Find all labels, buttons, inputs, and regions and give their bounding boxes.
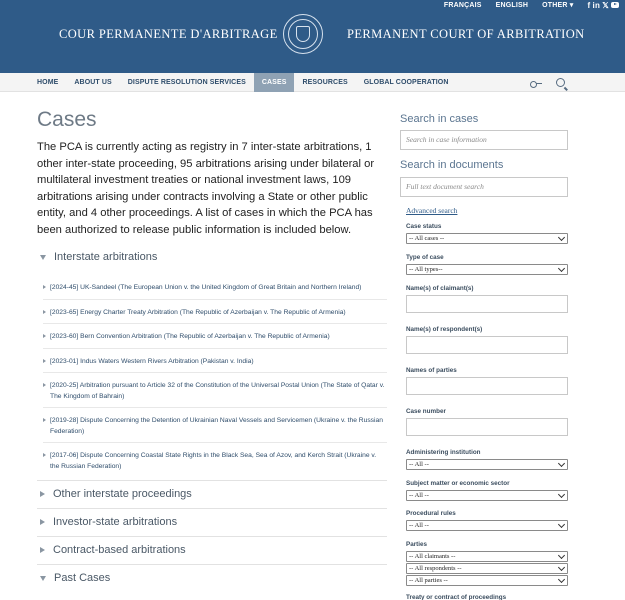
- type-of-case-label: Type of case: [406, 254, 444, 261]
- section-title: Past Cases: [54, 572, 111, 584]
- procedural-rules-label: Procedural rules: [406, 510, 456, 517]
- administering-label: Administering institution: [406, 449, 481, 456]
- select-value: -- All --: [409, 492, 429, 499]
- search-documents-heading: Search in documents: [400, 159, 504, 171]
- case-status-label: Case status: [406, 223, 442, 230]
- section-divider: [37, 480, 387, 481]
- nav-icons: [530, 76, 565, 87]
- section-past-cases[interactable]: [40, 572, 110, 584]
- section-title: Interstate arbitrations: [54, 251, 158, 263]
- section-investor-state[interactable]: [40, 516, 177, 528]
- chevron-down-icon: [558, 265, 565, 272]
- case-item[interactable]: [43, 305, 387, 325]
- lang-french-link[interactable]: FRANÇAIS: [443, 1, 482, 9]
- linkedin-icon[interactable]: in: [592, 0, 601, 10]
- search-icon[interactable]: [556, 78, 565, 87]
- intro-paragraph: The PCA is currently acting as registry in 7 inter-state arbitrations, 1 other inter-state proceeding, 95 arbitrations arising under bilateral or multilateral investment treaties or national investment laws, 109 arbitrations arising under contracts involving a State or other public entity, and 4 other proceedings. A list of cases in which the PCA has been authorized to release public information is included below.: [37, 141, 375, 236]
- case-item[interactable]: [43, 378, 387, 408]
- subject-matter-select[interactable]: [406, 490, 568, 501]
- page-title: Cases: [37, 108, 97, 131]
- caret-down-icon: [40, 255, 46, 260]
- parties-label: Parties: [406, 541, 428, 548]
- lang-english-link[interactable]: ENGLISH: [495, 1, 529, 9]
- section-divider: [37, 508, 387, 509]
- nav-resources[interactable]: RESOURCES: [302, 79, 348, 86]
- case-item[interactable]: [43, 448, 387, 477]
- nav-items: [29, 73, 457, 92]
- lang-other-dropdown[interactable]: OTHER ▾: [542, 2, 574, 9]
- section-divider: [37, 536, 387, 537]
- interstate-case-list: [43, 280, 387, 477]
- section-title: Other interstate proceedings: [53, 488, 192, 500]
- subject-matter-label: Subject matter or economic sector: [406, 480, 510, 487]
- nav-dispute-resolution[interactable]: DISPUTE RESOLUTION SERVICES: [127, 79, 246, 86]
- case-item[interactable]: [43, 329, 387, 349]
- claimants-select[interactable]: [406, 551, 568, 562]
- respondents-input[interactable]: [406, 336, 568, 354]
- parties-names-label: Names of parties: [406, 367, 457, 374]
- section-title: Investor-state arbitrations: [53, 516, 178, 528]
- section-other-interstate[interactable]: [40, 488, 192, 500]
- treaty-label: Treaty or contract of proceedings: [406, 594, 507, 600]
- pca-seal-logo[interactable]: [283, 14, 323, 54]
- case-link[interactable]: [2017-06] Dispute Concerning Coastal State Rights in the Black Sea, Sea of Azov, and Kerch Strait (Ukraine v. the Russian Federation): [50, 452, 377, 470]
- nav-global-cooperation[interactable]: GLOBAL COOPERATION: [363, 79, 449, 86]
- chevron-down-icon: [558, 460, 565, 467]
- chevron-down-icon: [558, 552, 565, 559]
- caret-right-icon: [40, 547, 45, 553]
- select-value: -- All --: [409, 461, 429, 468]
- search-cases-heading: Search in cases: [400, 113, 479, 125]
- case-link[interactable]: [2024-45] UK-Sandeel (The European Union v. the United Kingdom of Great Britain and Northern Ireland): [50, 284, 362, 291]
- chevron-down-icon: [558, 234, 565, 241]
- caret-down-icon: [40, 576, 46, 581]
- administering-select[interactable]: [406, 459, 568, 470]
- youtube-icon[interactable]: [611, 2, 619, 8]
- select-value: -- All cases --: [409, 235, 445, 242]
- caret-right-icon: [40, 519, 45, 525]
- select-value: -- All types--: [409, 266, 443, 273]
- claimants-input[interactable]: [406, 295, 568, 313]
- caret-right-icon: [43, 359, 46, 363]
- case-status-select[interactable]: [406, 233, 568, 244]
- seal-shield: [296, 26, 310, 42]
- social-links: [587, 1, 619, 10]
- caret-right-icon: [40, 491, 45, 497]
- nav-cases[interactable]: CASES: [254, 73, 295, 92]
- case-link[interactable]: [2023-65] Energy Charter Treaty Arbitration (The Republic of Azerbaijan v. The Republic of Armenia): [50, 308, 346, 316]
- nav-about-us[interactable]: ABOUT US: [74, 79, 112, 86]
- section-divider: [37, 564, 387, 565]
- case-number-label: Case number: [406, 408, 446, 415]
- caret-right-icon: [43, 310, 46, 314]
- header-banner: [0, 0, 625, 73]
- language-bar: [444, 0, 619, 10]
- caret-right-icon: [43, 334, 46, 338]
- site-title-english[interactable]: PERMANENT COURT OF ARBITRATION: [347, 27, 585, 41]
- chevron-down-icon: [558, 521, 565, 528]
- select-value: -- All respondents --: [409, 565, 462, 572]
- chevron-down-icon: [558, 491, 565, 498]
- caret-right-icon: [43, 285, 46, 289]
- caret-right-icon: [43, 418, 46, 422]
- case-item[interactable]: [43, 280, 387, 300]
- case-item[interactable]: [43, 354, 387, 374]
- search-documents-input[interactable]: Full text document search: [400, 177, 568, 197]
- case-link[interactable]: [2023-60] Bern Convention Arbitration (The Republic of Azerbaijan v. The Republic of Armenia): [50, 333, 330, 340]
- x-icon[interactable]: 𝕏: [602, 0, 609, 10]
- section-contract-based[interactable]: [40, 544, 186, 556]
- parties-names-input[interactable]: [406, 377, 568, 395]
- key-icon[interactable]: [530, 81, 542, 87]
- advanced-search-link[interactable]: Advanced search: [406, 206, 458, 215]
- procedural-rules-select[interactable]: [406, 520, 568, 531]
- respondents-label: Name(s) of respondent(s): [406, 326, 483, 333]
- select-value: -- All --: [409, 522, 429, 529]
- all-parties-select[interactable]: [406, 575, 568, 586]
- type-of-case-select[interactable]: [406, 264, 568, 275]
- case-item[interactable]: [43, 413, 387, 443]
- select-value: -- All parties --: [409, 577, 448, 584]
- seal-ring: [288, 19, 318, 49]
- nav-home[interactable]: HOME: [37, 79, 59, 86]
- section-interstate-arbitrations[interactable]: [40, 251, 157, 263]
- site-title-french[interactable]: COUR PERMANENTE D'ARBITRAGE: [59, 27, 278, 41]
- facebook-icon[interactable]: f: [587, 0, 591, 10]
- case-link[interactable]: [2019-28] Dispute Concerning the Detention of Ukrainian Naval Vessels and Servicemen (Ukraine v. the Russian Federation): [50, 417, 383, 435]
- case-link[interactable]: [2020-25] Arbitration pursuant to Article 32 of the Constitution of the Universal Postal Union (The State of Qatar v. The Kingdom of Bahrain): [50, 382, 385, 400]
- search-cases-input[interactable]: Search in case information: [400, 130, 568, 150]
- chevron-down-icon: [558, 576, 565, 583]
- caret-right-icon: [43, 383, 46, 387]
- respondents-select[interactable]: [406, 563, 568, 574]
- case-link[interactable]: [2023-01] Indus Waters Western Rivers Arbitration (Pakistan v. India): [50, 357, 254, 365]
- claimants-label: Name(s) of claimant(s): [406, 285, 474, 292]
- section-title: Contract-based arbitrations: [53, 544, 186, 556]
- select-value: -- All claimants --: [409, 553, 456, 560]
- caret-right-icon: [43, 453, 46, 457]
- chevron-down-icon: [558, 564, 565, 571]
- case-number-input[interactable]: [406, 418, 568, 436]
- main-nav: [0, 73, 625, 92]
